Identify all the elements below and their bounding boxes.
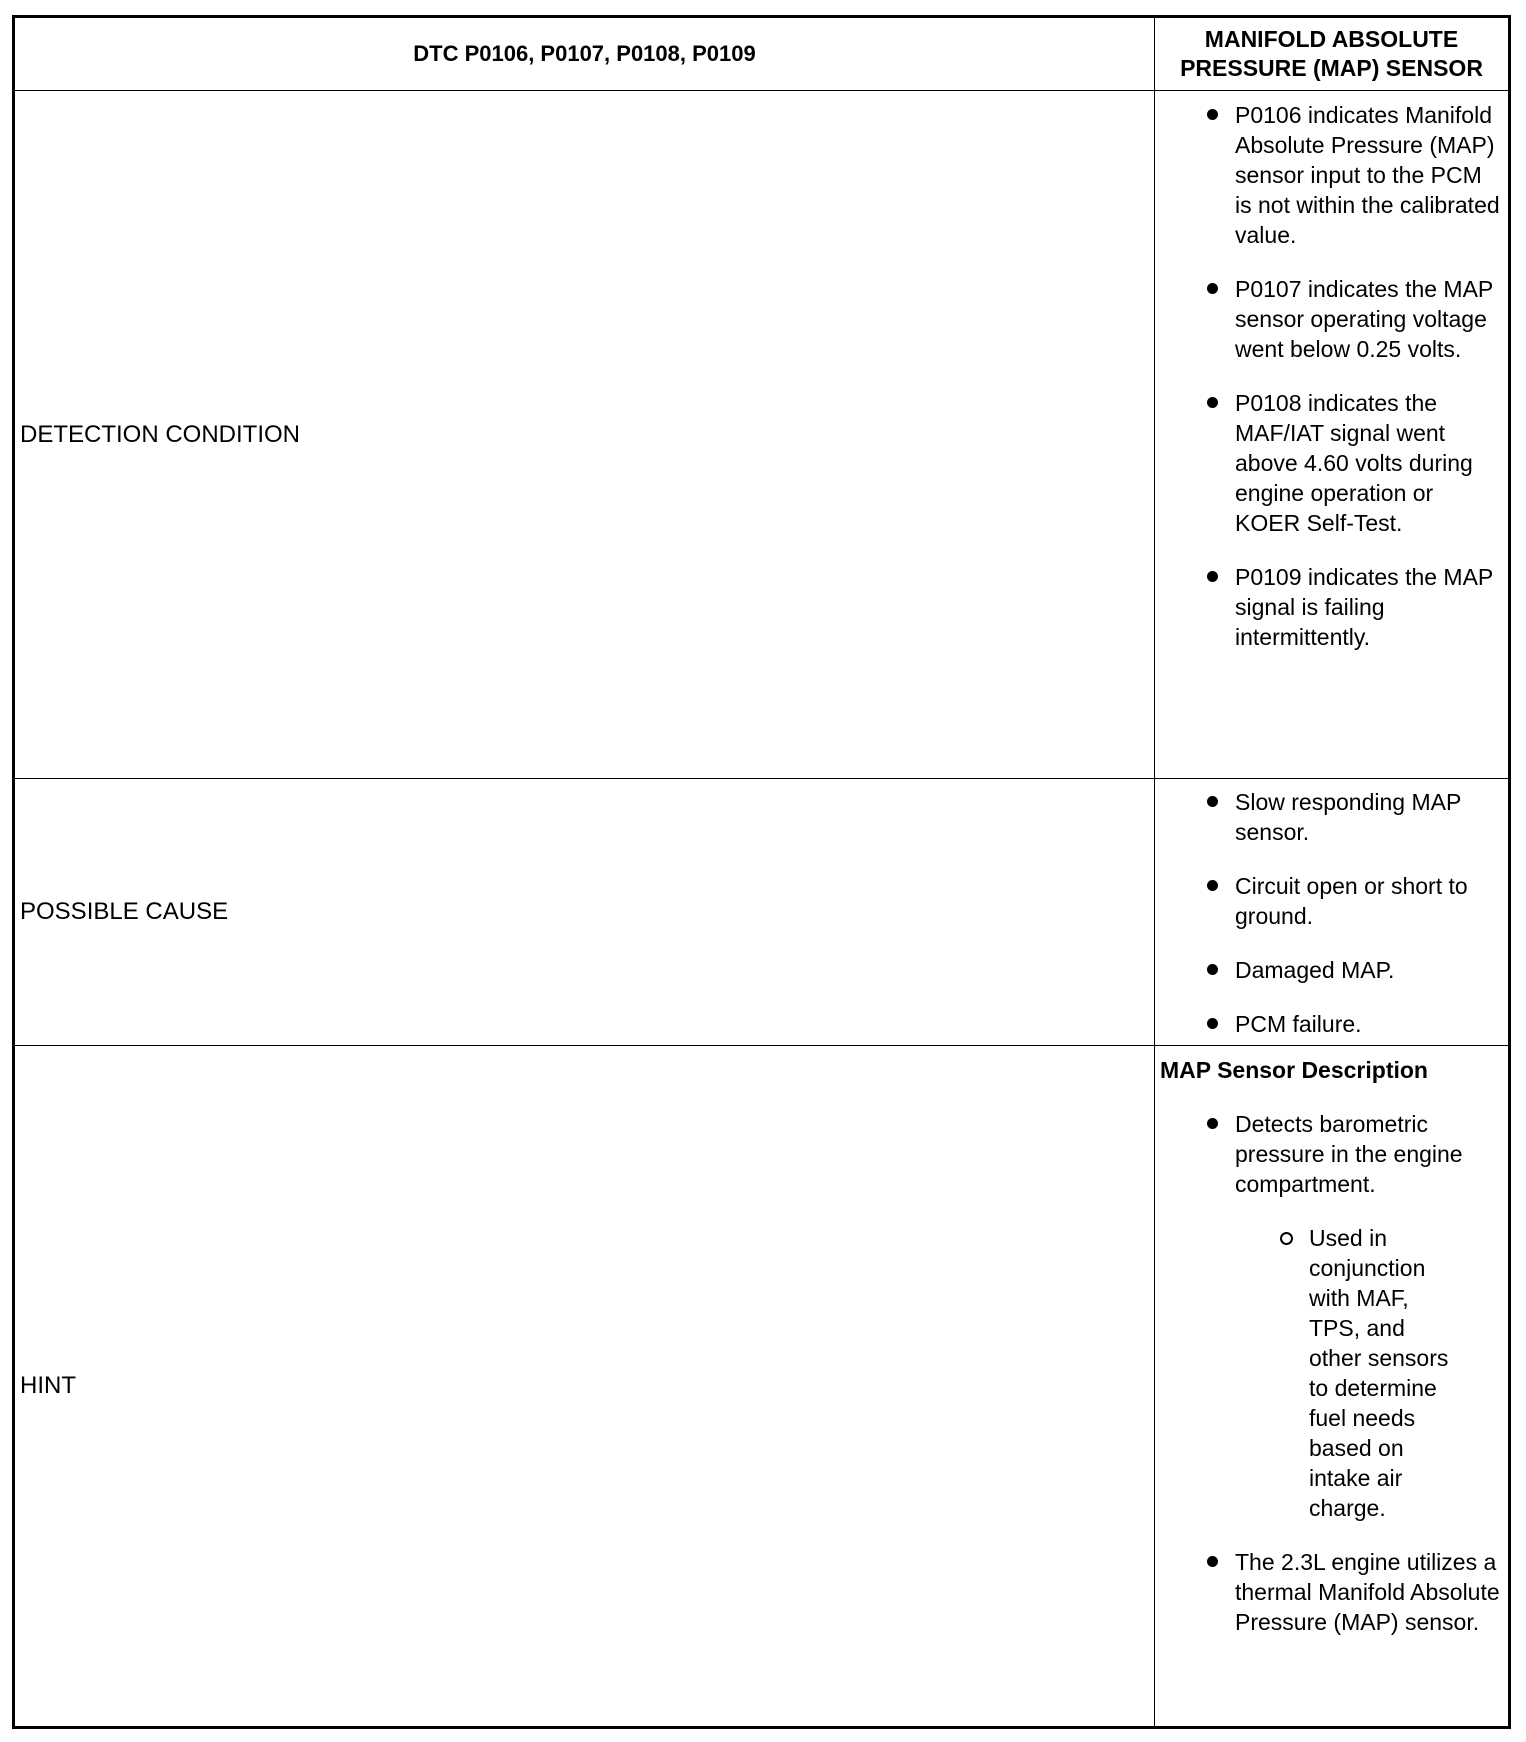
hint-label: HINT — [20, 1372, 76, 1399]
list-item-text: Slow responding MAP sensor. — [1235, 789, 1461, 845]
bullet-icon — [1207, 1118, 1218, 1129]
list-item-text: The 2.3L engine utilizes a thermal Manifold Absolute Pressure (MAP) sensor. — [1235, 1549, 1500, 1635]
detection-condition-label-cell — [15, 91, 1155, 779]
dtc-table — [12, 15, 1511, 1729]
possible-cause-label: POSSIBLE CAUSE — [20, 898, 229, 925]
hint-content — [1155, 1046, 1508, 1726]
list-item — [1155, 388, 1508, 538]
list-item-text: Detects barometric pressure in the engine compartment. — [1235, 1111, 1463, 1197]
bullet-icon — [1207, 283, 1218, 294]
hint-list — [1155, 1109, 1508, 1637]
list-item — [1155, 955, 1508, 985]
list-item-text: Damaged MAP. — [1235, 957, 1395, 983]
bullet-icon — [1207, 964, 1218, 975]
bullet-icon — [1207, 796, 1218, 807]
bullet-icon — [1207, 109, 1218, 120]
list-item-text: P0106 indicates Manifold Absolute Pressure (MAP) sensor input to the PCM is not within the calibrated value. — [1235, 102, 1500, 248]
hint-sub-list — [1235, 1223, 1500, 1523]
detection-condition-list — [1155, 100, 1508, 652]
list-item — [1155, 100, 1508, 250]
detection-condition-label: DETECTION CONDITION — [20, 420, 300, 448]
list-item — [1155, 1009, 1508, 1039]
list-item — [1155, 871, 1508, 931]
list-item — [1155, 1547, 1508, 1637]
list-item-text: PCM failure. — [1235, 1011, 1362, 1037]
list-item — [1155, 274, 1508, 364]
list-item — [1155, 562, 1508, 652]
list-item-text: P0109 indicates the MAP signal is failing intermittently. — [1235, 564, 1493, 650]
bullet-icon — [1207, 1018, 1218, 1029]
list-item-text: Circuit open or short to ground. — [1235, 873, 1468, 929]
list-item — [1155, 1109, 1508, 1523]
bullet-icon — [1207, 1556, 1218, 1567]
bullet-icon — [1207, 571, 1218, 582]
bullet-icon — [1207, 880, 1218, 891]
list-item — [1155, 787, 1508, 847]
header-sensor-name — [1155, 18, 1508, 91]
sub-list-item — [1235, 1223, 1500, 1523]
header-sensor-line2: PRESSURE (MAP) SENSOR — [1180, 55, 1483, 81]
sub-list-item-text: Used in conjunction with MAF, TPS, and other sensors to determine fuel needs based on intake air charge. — [1309, 1225, 1449, 1521]
possible-cause-list — [1155, 787, 1508, 1039]
header-dtc-codes-text: DTC P0106, P0107, P0108, P0109 — [413, 41, 756, 66]
hint-label-cell — [15, 1046, 1155, 1726]
bullet-icon — [1207, 397, 1218, 408]
detection-condition-content — [1155, 91, 1508, 779]
possible-cause-label-cell — [15, 779, 1155, 1046]
hollow-bullet-icon — [1280, 1232, 1293, 1245]
list-item-text: P0107 indicates the MAP sensor operating voltage went below 0.25 volts. — [1235, 276, 1493, 362]
hint-title: MAP Sensor Description — [1160, 1057, 1428, 1083]
header-sensor-line1: MANIFOLD ABSOLUTE — [1204, 26, 1459, 52]
header-dtc-codes — [15, 18, 1155, 91]
list-item-text: P0108 indicates the MAF/IAT signal went above 4.60 volts during engine operation or KOER Self-Test. — [1235, 390, 1473, 536]
possible-cause-content — [1155, 779, 1508, 1046]
